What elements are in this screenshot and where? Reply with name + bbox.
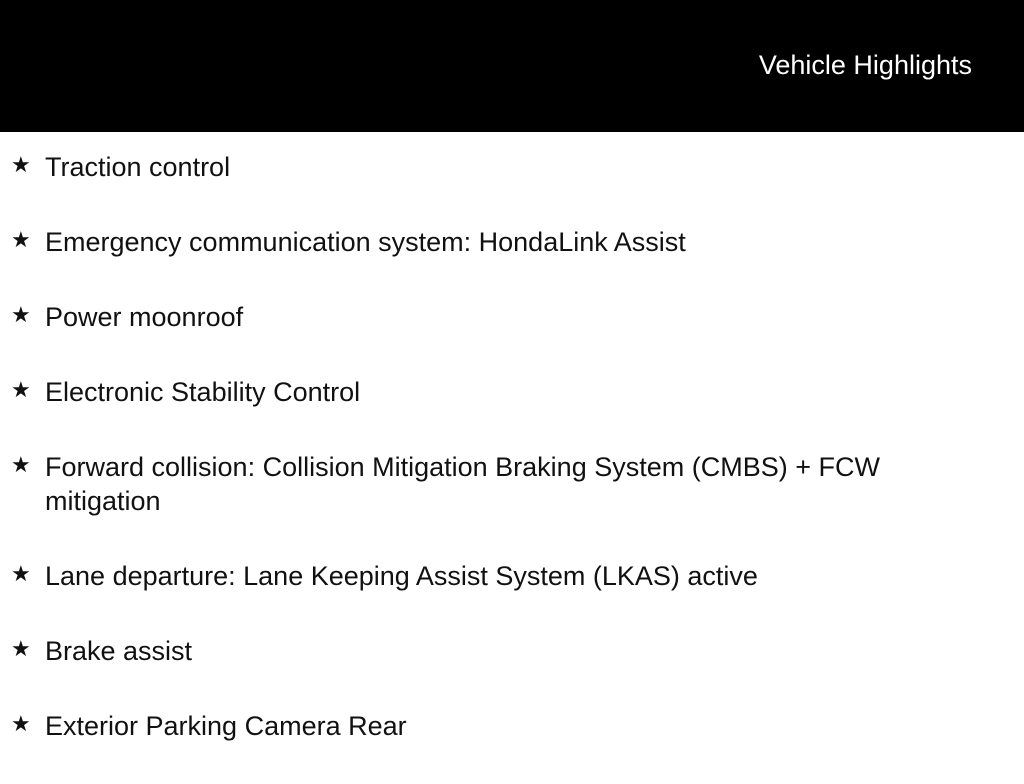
star-icon: ★ xyxy=(11,711,31,736)
star-icon: ★ xyxy=(11,636,31,661)
star-icon: ★ xyxy=(11,377,31,402)
list-item xyxy=(0,559,1024,593)
star-icon: ★ xyxy=(11,452,31,477)
list-item-text: Exterior Parking Camera Rear xyxy=(45,711,407,741)
list-item xyxy=(0,634,1024,668)
highlights-list xyxy=(0,150,1024,784)
list-item-text: Power moonroof xyxy=(45,302,244,332)
list-item xyxy=(0,375,1024,409)
list-item-text: Emergency communication system: HondaLink Assist xyxy=(45,227,686,257)
star-icon: ★ xyxy=(11,227,31,252)
list-item xyxy=(0,709,1024,743)
list-item-text: Forward collision: Collision Mitigation Braking System (CMBS) + FCW mitigation xyxy=(45,452,880,516)
star-icon: ★ xyxy=(11,302,31,327)
list-item-text: Traction control xyxy=(45,152,231,182)
header-bar xyxy=(0,0,1024,132)
list-item-text: Electronic Stability Control xyxy=(45,377,361,407)
list-item-text: Brake assist xyxy=(45,636,193,666)
star-icon: ★ xyxy=(11,152,31,177)
list-item xyxy=(0,150,1024,184)
list-item-text: Lane departure: Lane Keeping Assist System (LKAS) active xyxy=(45,561,758,591)
list-item xyxy=(0,225,1024,259)
list-item xyxy=(0,450,1024,518)
star-icon: ★ xyxy=(11,561,31,586)
page-title: Vehicle Highlights xyxy=(758,50,972,80)
list-item xyxy=(0,300,1024,334)
